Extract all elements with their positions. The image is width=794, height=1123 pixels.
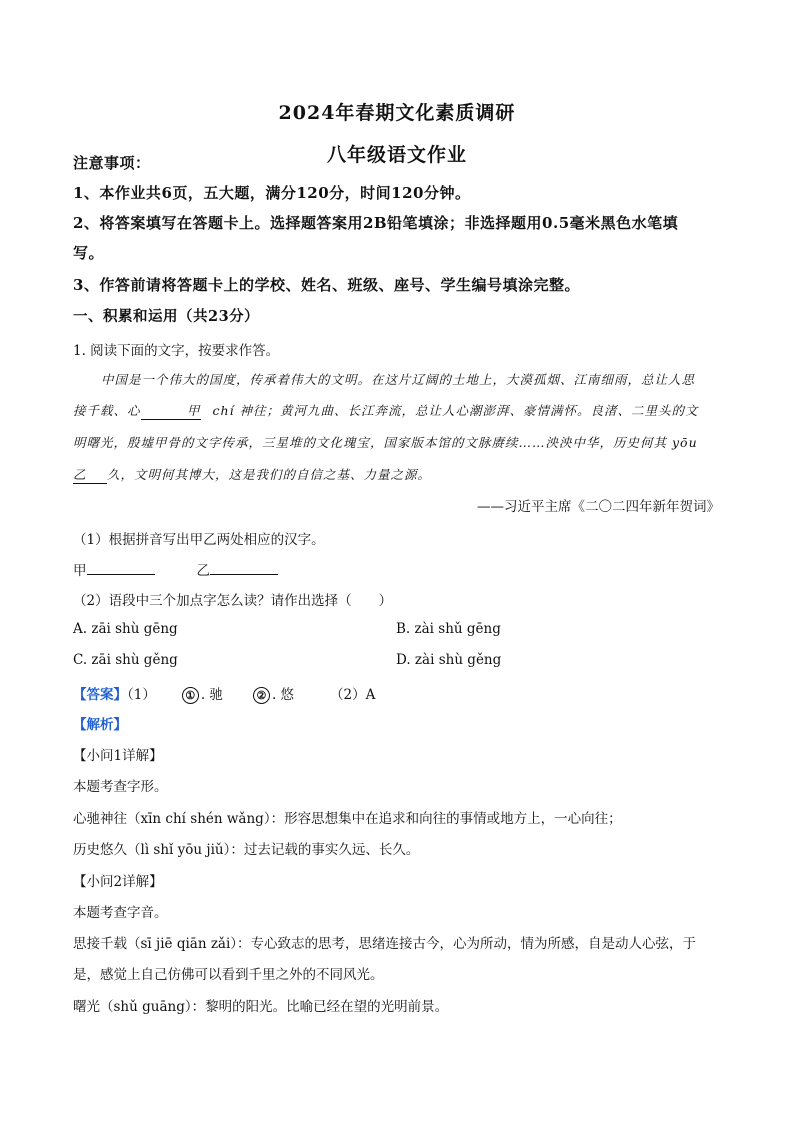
notice-item-3: 3、作答前请将答题卡上的学校、姓名、班级、座号、学生编号填涂完整。	[73, 276, 580, 294]
answer-part-2: （2）A	[330, 687, 376, 703]
notice-item-1: 1、本作业共6页，五大题，满分120分，时间120分钟。	[73, 184, 471, 202]
passage-line-2-start: 接千载、心	[73, 403, 141, 418]
notice-item-2-line-1: 2、将答案填写在答题卡上。选择题答案用2B铅笔填涂；非选择题用0.5毫米黑色水笔填	[73, 214, 679, 232]
passage-line-3: 明曙光，殷墟甲骨的文字传承，三星堆的文化瑰宝，国家版本馆的文脉赓续……泱泱中华，历史何其 yōu	[73, 435, 698, 450]
fill-in-row	[73, 559, 278, 579]
notice-heading: 注意事项：	[73, 154, 151, 172]
answer-row	[73, 683, 375, 704]
passage-line-2	[73, 401, 699, 420]
passage-line-4	[73, 465, 431, 484]
notice-item-2-line-2: 写。	[73, 244, 105, 262]
question-1-stem: 1. 阅读下面的文字，按要求作答。	[73, 343, 280, 359]
sub-question-1-heading: 【小问1详解】	[73, 748, 163, 764]
blank-jia-label: 甲	[187, 403, 201, 418]
doc-subtitle: 八年级语文作业	[326, 144, 467, 166]
passage-attribution: ——习近平主席《二〇二四年新年贺词》	[477, 499, 720, 515]
option-a: A. zāi shù gēng	[73, 621, 178, 637]
sub-question-2-intro: 本题考查字音。	[73, 905, 168, 921]
blank-yi-label: 乙	[73, 467, 87, 482]
option-c: C. zāi shù gěng	[73, 652, 178, 668]
passage-line-4-end: 久，文明何其博大，这是我们的自信之基、力量之源。	[107, 467, 432, 482]
sub-question-1-intro: 本题考查字形。	[73, 779, 168, 795]
circled-number-2: ②	[253, 687, 270, 704]
question-1-2: （2）语段中三个加点字怎么读？请作出选择（ ）	[73, 593, 393, 609]
option-d: D. zài shù gěng	[396, 652, 502, 668]
sub-question-1-line-2: 历史悠久（lì shǐ yōu jiǔ）：过去记载的事实久远、长久。	[73, 842, 420, 858]
fill-yi-blank[interactable]	[210, 560, 278, 575]
sub-question-1-line-1: 心驰神往（xīn chí shén wǎng）：形容思想集中在追求和向往的事情或地方上，一心向往；	[73, 811, 622, 827]
sub-question-2-line-1: 思接千载（sī jiē qiān zǎi）：专心致志的思考，思绪连接古今，心为所动，情为所感，自是动人心弦，于	[73, 936, 697, 952]
analysis-heading: 【解析】	[73, 717, 127, 733]
blank-jia	[141, 401, 201, 420]
fill-jia-label: 甲	[73, 563, 87, 579]
doc-title: 2024年春期文化素质调研	[278, 102, 516, 124]
circled-number-1: ①	[182, 687, 199, 704]
fill-jia-blank[interactable]	[87, 560, 155, 575]
fill-yi-label: 乙	[196, 563, 210, 579]
sub-question-2-line-2: 是，感觉上自己仿佛可以看到千里之外的不同风光。	[73, 967, 384, 983]
sub-question-2-heading: 【小问2详解】	[73, 874, 163, 890]
blank-yi	[73, 465, 107, 484]
answer-1: . 驰	[200, 687, 223, 703]
question-1-1: （1）根据拼音写出甲乙两处相应的汉字。	[73, 532, 325, 548]
option-b: B. zài shǔ gēng	[396, 621, 501, 637]
sub-question-2-line-3: 曙光（shǔ guāng）：黎明的阳光。比喻已经在望的光明前景。	[73, 999, 449, 1015]
passage-line-2-end: chí 神往；黄河九曲、长江奔流，总让人心潮澎湃、豪情满怀。良渚、二里头的文	[212, 403, 699, 418]
answer-2: . 悠	[271, 687, 295, 703]
answer-part-1: （1）	[127, 687, 156, 703]
passage-line-1: 中国是一个伟大的国度，传承着伟大的文明。在这片辽阔的土地上，大漠孤烟、江南细雨，总让人思	[101, 372, 696, 387]
section-1-heading: 一、积累和运用（共23分）	[73, 308, 260, 325]
answer-key-label: 【答案】	[73, 687, 127, 703]
